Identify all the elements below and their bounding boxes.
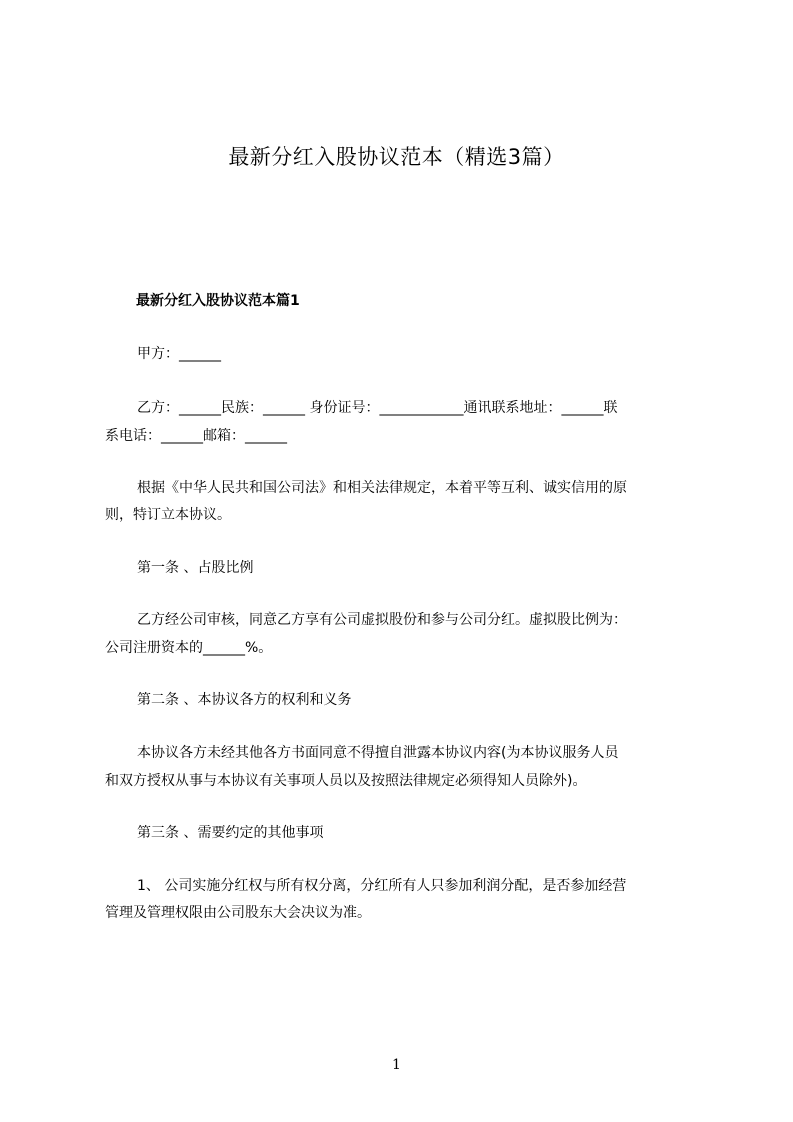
- article-1-title: 第一条 、占股比例: [137, 560, 254, 576]
- party-a-line: 甲方：______: [137, 346, 221, 362]
- section-heading: 最新分红入股协议范本篇1: [136, 293, 300, 309]
- article-2-line-1: 本协议各方未经其他各方书面同意不得擅自泄露本协议内容(为本协议服务人员: [137, 745, 619, 761]
- article-1-line-1: 乙方经公司审核，同意乙方享有公司虚拟股份和参与公司分红。虚拟股比例为：: [137, 612, 627, 628]
- intro-line-1: 根据《中华人民共和国公司法》和相关法律规定，本着平等互利、诚实信用的原: [137, 480, 627, 496]
- document-title: 最新分红入股协议范本（精选3篇）: [228, 145, 565, 169]
- party-b-line-2: 系电话：______邮箱：______: [105, 428, 287, 444]
- article-2-line-2: 和双方授权从事与本协议有关事项人员以及按照法律规定必须得知人员除外)。: [105, 773, 587, 789]
- party-b-line-1: 乙方：______民族：______ 身份证号：____________通讯联系地址：______联: [137, 400, 618, 416]
- article-2-title: 第二条 、本协议各方的权利和义务: [137, 692, 352, 708]
- page-number: 1: [392, 1057, 401, 1073]
- article-1-line-2: 公司注册资本的______%。: [105, 640, 273, 656]
- article-3-item-1-line-2: 管理及管理权限由公司股东大会决议为准。: [105, 905, 371, 921]
- article-3-title: 第三条 、需要约定的其他事项: [137, 825, 324, 841]
- article-3-item-1-line-1: 1、 公司实施分红权与所有权分离，分红所有人只参加利润分配，是否参加经营: [137, 878, 627, 894]
- intro-line-2: 则，特订立本协议。: [105, 507, 231, 523]
